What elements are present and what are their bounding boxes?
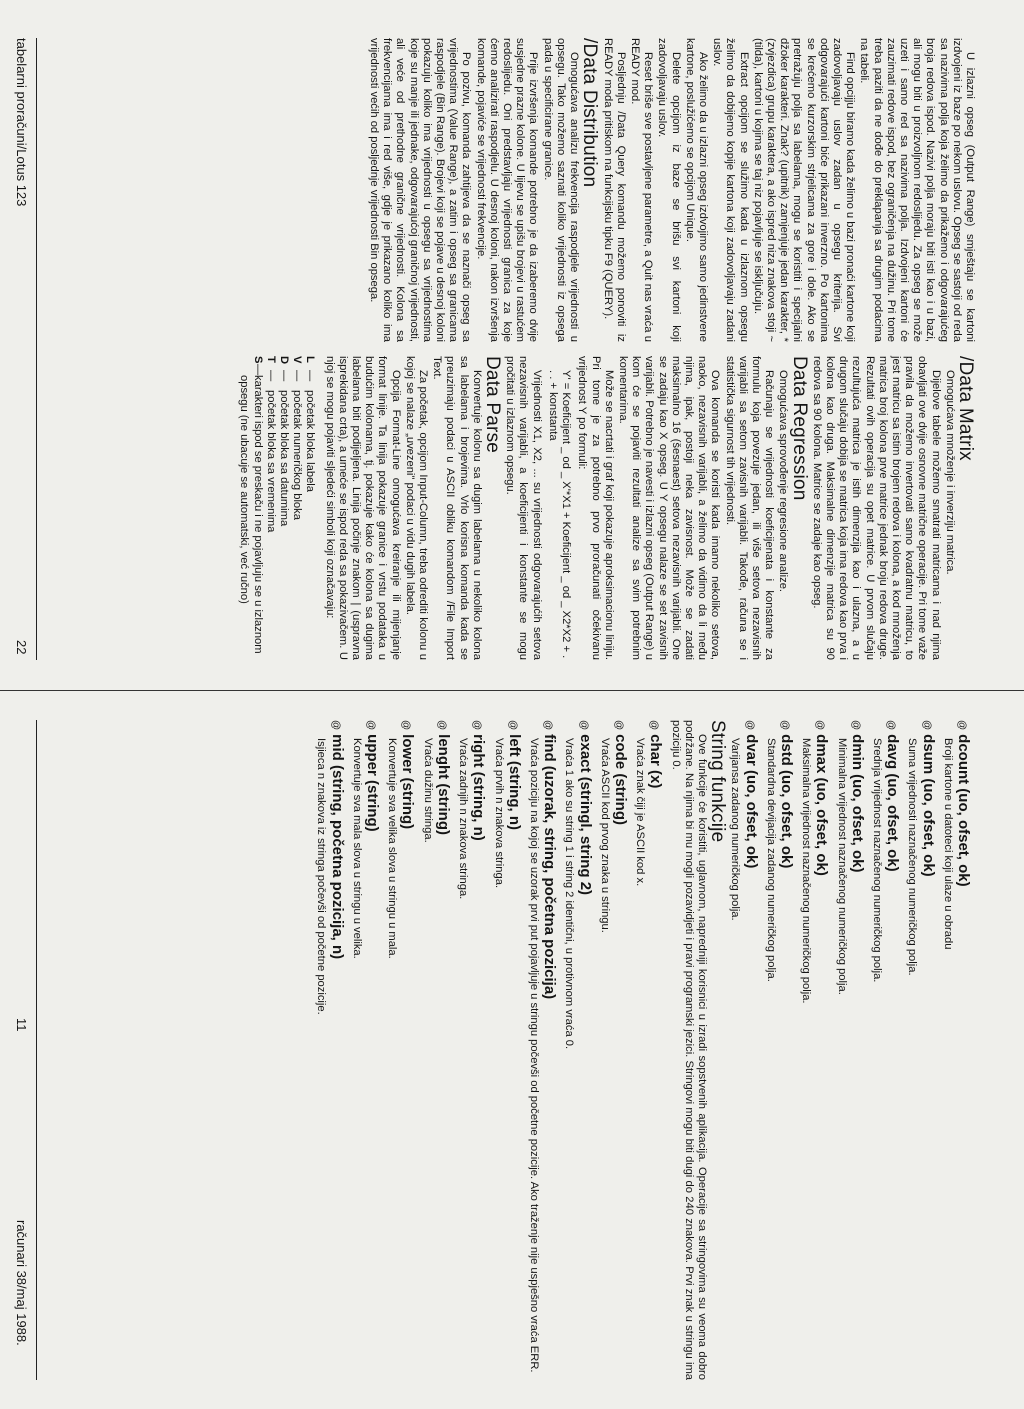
- text-span: dsum (uo, ofset, ok): [919, 734, 937, 877]
- function-description: Vraća znak čiji je ASCII kod x.: [634, 738, 647, 887]
- text-span: exact (stringl, string 2): [576, 734, 594, 896]
- page-number-right: 11: [14, 1018, 29, 1032]
- function-description: Konvertuje sva velika slova u stringu u mala.: [386, 738, 399, 959]
- legend-row: [290, 356, 303, 660]
- text-span: —: [278, 370, 291, 382]
- function-signature: [364, 720, 382, 1380]
- legend-row: [264, 356, 277, 660]
- paragraph: Konvertuje kolonu sa dugim labelama u nekoliko kolona sa labelama i brojevima. Vrlo korisna komanda kada se preuzimaju podaci u ASCII obliku komandom /File Import Text.: [431, 356, 483, 660]
- function-description: Vraća poziciju na kojoj se uzorak prvi put pojavljuje u stringu počevši od početne pozicije. Ako traženje nije uspješno vraća ERR.: [527, 738, 540, 1373]
- paragraph: Find opcijju biramo kada želimo u bazi pronaći kartone koji zadovoljavaju uslov zadan u opsegu kriterija. Svi odgovarajući kartoni biće prikazani inverzno. Po kartonima se krećemo kurzorskim strjelicama za gore i dole. Ako se pretražuju polja sa labelama, mogu se koristiti i specijalni džoker karakteri. Znak? (upitnik) zamjenjuje jedan karakter, * (zvjezdica) grupu karaktera, a ako ispred niza znakova stoji ~ (tilda), kartoni u kojima se taj niz pojavljuje se isključuju.: [751, 38, 857, 342]
- text-span: —: [304, 370, 317, 382]
- text-span: dstd (uo, ofset, ok): [777, 734, 795, 869]
- text-span: find (uzorak, string, početna pozicija): [541, 734, 559, 1000]
- bullet-icon: @: [885, 720, 897, 731]
- bullet-icon: @: [506, 720, 518, 731]
- bullet-icon: @: [778, 720, 790, 731]
- paragraph: Extract opcijom se služimo kada u izlaznom opsegu želimo da dobijemo kopije kartona koji zadovoljavaju zadani uslov.: [711, 38, 750, 342]
- text-span: početak bloka sa vremenima: [264, 390, 277, 533]
- text-span: dmin (uo, ofset, ok): [848, 734, 866, 873]
- text-span: dcount (uo, ofset, ok): [955, 734, 972, 887]
- function-signature: [849, 720, 864, 1380]
- text-span: upper (string): [364, 734, 382, 832]
- text-span: S: [251, 356, 264, 364]
- text-span: dvar (uo, ofset, ok): [742, 734, 760, 869]
- bullet-icon: @: [612, 720, 624, 731]
- function-description: Vraća dužinu stringa.: [421, 738, 434, 843]
- function-description: Minimalna vrijednost naznačenog numeričkog polja.: [835, 738, 848, 995]
- paragraph: Vrijednosti X1, X2, ... su vrijednosti odgovarajućih setova nezavisnih varijabli, a koeficijenti i konstante se mogu pročitati u izlaznom opsegu.: [504, 356, 543, 660]
- function-signature: [884, 720, 902, 1380]
- footer-rule-left: [36, 38, 37, 660]
- bullet-icon: @: [743, 720, 755, 731]
- footer-rule-right: [36, 720, 37, 1380]
- function-signature: [506, 720, 521, 1380]
- text-span: V: [291, 356, 304, 364]
- section-heading-regression: Data Regression: [788, 356, 810, 501]
- function-signature: [576, 720, 594, 1380]
- function-signature: [778, 720, 793, 1380]
- legend-row: [237, 356, 263, 660]
- paragraph: Omogućava sprovođenje regresione analize.: [777, 370, 790, 593]
- text-span: mid (string, početna pozicija, n): [328, 734, 346, 960]
- bullet-icon: @: [849, 720, 861, 731]
- bullet-icon: @: [956, 720, 967, 731]
- function-description: Vraća 1 ako su string 1 i string 2 identični, u protivnom vraća 0.: [563, 738, 576, 1050]
- text-span: davg (uo, ofset, ok): [884, 734, 902, 872]
- text-span: karakteri ispod se preskaču i ne pojavljuju se u izlaznom opsegu (ne ubacuje se automatski, već ručno): [238, 375, 264, 654]
- paragraph: Omogućava analizu frekvencija raspodjele vrijednosti u opsegu. Tako možemo saznati koliko vrijednosti iz opsega pada u specificirane granice.: [541, 38, 581, 342]
- function-signature: [813, 720, 831, 1380]
- function-description: Vraća zadnjih n znakova stringa.: [457, 738, 470, 900]
- function-signature: [470, 720, 488, 1380]
- text-span: right (string, n): [470, 734, 488, 841]
- text-span: —: [251, 363, 264, 375]
- bullet-icon: @: [814, 720, 826, 731]
- page-number-left: 22: [14, 640, 29, 655]
- bullet-icon: @: [648, 720, 660, 731]
- paragraph: Ova komanda se koristi kada imamo nekoliko setova, naoko, nezavisnih varijabli, a želimo da vidimo da li među njima, ipak, postoji neka zavisnost. Može se zadati maksimalno 16 (šesnaest) setova nezavisnih varijabli. One se zadaju kao X opseg. U Y opsegu nalaze se set zavisnih varijabli. Potrebno je navesti i izlazni opseg (Output Range) u kom će se pojaviti rezultati analize sa svim potrebnim komentarima.: [616, 356, 722, 660]
- function-description: Srednja vrijednost naznačenog numeričkog polja.: [870, 738, 883, 983]
- text-span: početak bloka labela: [304, 390, 317, 493]
- function-description: Maksimalna vrijednost naznačenog numeričkog polja.: [800, 738, 813, 1004]
- function-description: Konvertuje sva mala slova u stringu u velika.: [350, 738, 363, 959]
- paragraph: Po pozivu, komanda zahtijeva da se naznači opseg sa vrijednostima (Value Range), a zatim i opseg sa granicama raspodjele (Bin Range). Brojevi koji se pojave u desnoj koloni pokazuju koliko ima vrijednosti u opsegu sa vrijednostima koje su manje ili jednake, odgovarajućoj graničnoj vrijednosti, ali veće od prethodne granične vrijednosti. Kolona sa frekvencijama ima i red više, gdje je prikazano koliko ima vrijednosti većih od posljednje vrijednosti Bin opsega.: [368, 38, 473, 342]
- bullet-icon: @: [365, 720, 377, 731]
- function-description: Vraća prvih n znakova stringa.: [492, 738, 505, 889]
- paragraph: Opcija Format-Line omogućava kreiranje ili mijenjanje format linije. Ta linija pokazuje granice i vrstu podataka u budućim kolonama, tj. pokazuje kako će kolona sa dugima labelama biti podijeljena. Linija počinje znakom | (uspravna isprekidana crta), a umeće se ispod reda sa pokazivačem. U njoj se mogu pojaviti sljedeći simboli koji označavaju:: [323, 356, 402, 660]
- function-signature: [955, 720, 970, 1380]
- paragraph: Posljednju /Data Query komandu možemo ponoviti iz READY moda pritiskom na funkcijsku tipku F9 (QUERY).: [601, 38, 627, 342]
- text-span: lower (string): [399, 734, 417, 830]
- text-span: početak numeričkog bloka: [291, 390, 304, 520]
- function-signature: [435, 720, 450, 1380]
- paragraph: U izlazni opseg (Output Range) smještaju se kartoni izdvojeni iz baze po nekom uslovu. Opseg se sastoji od reda sa nazivima polja koja želimo da prikažemo i odgovarajućeg broja redova ispod. Nazivi polja moraju biti isti kao i u bazi, ali mogu biti u proizvoljnom redoslijedu. Za opseg se može uzeti i samo red sa nazivima polja. Izdvojeni kartoni će zauzimati redove ispod, bez ograničenja na dužinu. Pri tome treba paziti da ne dođe do preklapanja sa drugim podacima na tabeli.: [858, 38, 976, 342]
- section-heading-string-functions: String funkcije: [707, 720, 729, 843]
- bullet-icon: @: [577, 720, 589, 731]
- function-signature: [541, 720, 559, 1380]
- paragraph: Prije izvršenja komande potrebno je da izaberemo dvije susjedne prazne kolone. U lijevu se upišu brojevi u rastućem redoslijedu. Oni predstavljaju vrijednosti granica za koje ćemo analizirati raspodjelu. U desnoj koloni, nakon izvršenja komande, pojaviće se vrijednosti frekvencije.: [474, 38, 540, 342]
- function-description: Isjieca n znakova iz stringa počevši od početne pozicije.: [315, 738, 328, 1015]
- spread-gutter: [0, 690, 1024, 691]
- text-span: —: [291, 370, 304, 382]
- text-span: početak bloka sa datumima: [278, 390, 291, 527]
- function-description: Standardna devijacija zadanog numeričkog polja.: [764, 738, 777, 982]
- footer-publication-left: tabelarni proračuni/Lotus 123: [14, 38, 29, 207]
- function-description: Varijansa zadanog numeričkog polja.: [729, 738, 742, 921]
- left-column-2: [237, 356, 976, 660]
- bullet-icon: @: [542, 720, 554, 731]
- bullet-icon: @: [329, 720, 341, 731]
- paragraph: Delete opcijom iz baze se brišu svi kartoni koji zadovoljavaju uslov.: [656, 38, 682, 342]
- function-signature: [328, 720, 346, 1380]
- left-column-1: [366, 38, 976, 342]
- footer-publication-right: računari 38/maj 1988.: [14, 1220, 29, 1346]
- paragraph: Računaju se vrijednosti koeficijenata i konstante za formulu koja povezuje jedan, ili više setova nezavisnih varijabli sa setom zavisnih varijabli. Takođe, računa se i statistička sigurnost tih vrijednosti.: [723, 356, 776, 660]
- text-span: left (string, n): [505, 734, 523, 830]
- section-heading-distribution: /Data Distribution: [579, 38, 601, 188]
- section-heading-matrix: /Data Matrix: [955, 356, 976, 461]
- paragraph: Može se nacrtati i graf koji pokazuje aproksimacionu liniju. Pri tome je za potrebno prvo proračunati očekivanu vrijednost Y po formuli:: [576, 356, 615, 660]
- bullet-icon: @: [920, 720, 932, 731]
- function-signature: [742, 720, 760, 1380]
- function-description: Vraća ASCII kod prvog znaka u stringu.: [598, 738, 611, 933]
- bullet-icon: @: [435, 720, 447, 731]
- paragraph: Za početak, opcijom Input-Column, treba odrediti kolonu u kojoj se nalaze „uvezeni" podaci u vidu dugih labela.: [403, 356, 430, 660]
- function-signature: [399, 720, 417, 1380]
- text-span: lenght (string): [434, 734, 452, 835]
- text-span: dmax (uo, ofset, ok): [813, 734, 831, 876]
- text-span: code (string): [611, 734, 629, 825]
- paragraph: Dijelove tabele možemo smatrati matricama i nad njima obavljati ove dvije osnovne matrične operacije. Pri tome važe pravila da možemo invertovati samo kvadratnu matricu, to jest matricu sa istim brojem redova i kolona, a kod množenja matrica broj kolona prve matrice jednak broju redova druge. Rezultati ovih operacija su opet matrice. U prvom slučaju rezultujuća matrica je istih dimenzija kao i ulazna, a u drugom slučaju dobija se matrica koja ima redova kao prva i kolona kao druga. Maksimalne dimenzije matrica su 90 redova sa 90 kolona. Matrice se zadaje kao opseg.: [810, 356, 942, 660]
- legend-row: [303, 356, 316, 660]
- function-signature: [919, 720, 937, 1380]
- text-span: D: [278, 356, 291, 365]
- section-heading-parse: Data Parse: [482, 356, 504, 454]
- text-span: —: [264, 370, 277, 382]
- paragraph: Reset briše sve postavljene parametre, a Quit nas vraća u READY mod.: [628, 38, 655, 342]
- paragraph: Omogućava množenje i inverziju matrica.: [943, 370, 956, 575]
- function-signature: [647, 720, 665, 1380]
- paragraph: Ove funkcije će koristiti, uglavnom, napredniji korisnici u izradi sopstvenih aplikacija. Operacije sa stringovima su veoma dobro podržane. Na njima bi mu mogli pozavidjeti i pravi programski jezici. Stringovi mogu biti dugi do 240 znakova. Prvi znak u stringu ima poziciju 0.: [669, 720, 708, 1380]
- regression-formula: Y' = Koeficijent _ od _ X'*X1 + Koeficijent _ od _ X2*X2 + . . . + konstanta: [546, 370, 573, 659]
- function-signature: [612, 720, 627, 1380]
- function-description: Suma vrijednosti naznačenog numeričkog polja.: [906, 738, 919, 976]
- text-span: T: [264, 356, 277, 363]
- function-description: Broji kartone u datoteci koji ulaze u obradu: [941, 738, 954, 950]
- format-line-legend: [237, 356, 316, 660]
- right-column: [312, 720, 976, 1380]
- paragraph: Ako želimo da u izlazni opseg izdvojimo samo jedinstvene kartone, poslužićemo se opcijom Unique.: [683, 38, 709, 342]
- text-span: char (x): [647, 734, 665, 789]
- bullet-icon: @: [400, 720, 412, 731]
- legend-row: [277, 356, 290, 660]
- text-span: L: [304, 356, 317, 363]
- bullet-icon: @: [471, 720, 483, 731]
